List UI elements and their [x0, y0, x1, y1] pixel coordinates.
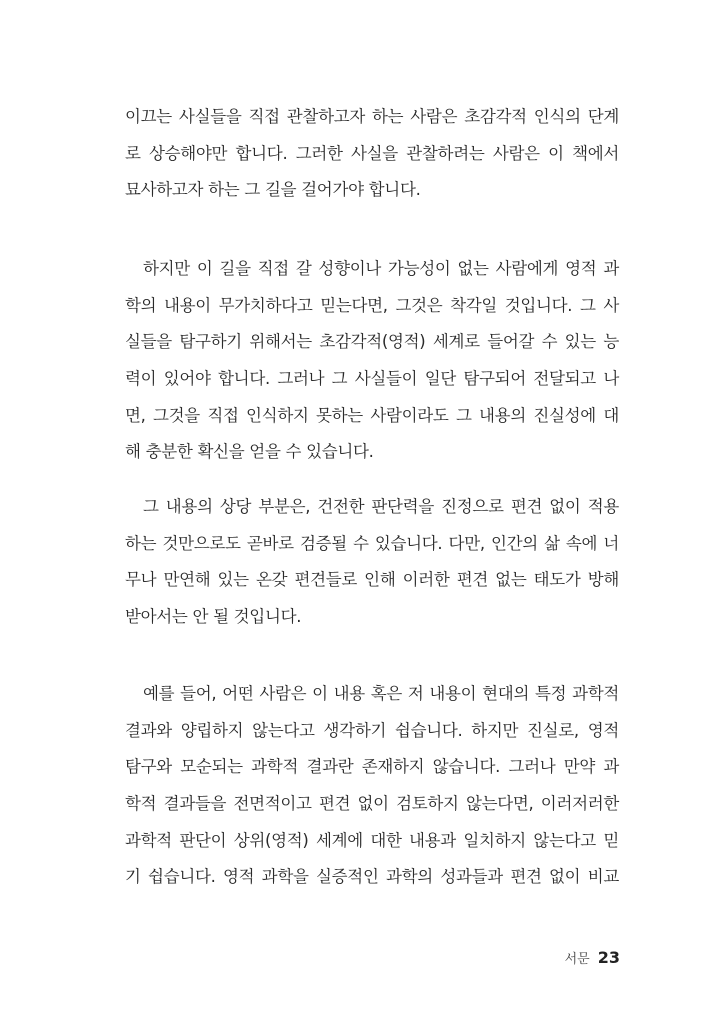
text-line: 그 내용의 상당 부분은, 건전한 판단력을 진정으로 편견 없이 적용	[143, 497, 619, 516]
text-line: 실들을 탐구하기 위해서는 초감각적(영적) 세계로 들어갈 수 있는 능	[125, 332, 619, 352]
text-line: 과학적 판단이 상위(영적) 세계에 대한 내용과 일치하지 않는다고 믿	[125, 830, 619, 850]
text-line: 면, 그것을 직접 인식하지 못하는 사람이라도 그 내용의 진실성에 대	[125, 405, 619, 425]
page-footer	[565, 948, 620, 967]
text-line: 탐구와 모순되는 과학적 결과란 존재하지 않습니다. 그러나 만약 과	[125, 757, 619, 777]
section-title: 서문	[564, 952, 590, 967]
text-line: 학적 결과들을 전면적이고 편견 없이 검토하지 않는다면, 이러저러한	[125, 794, 619, 814]
paragraph-3	[125, 489, 619, 636]
text-line: 력이 있어야 합니다. 그러나 그 사실들이 일단 탐구되어 전달되고 나	[125, 369, 619, 389]
text-line: 예를 들어, 어떤 사람은 이 내용 혹은 저 내용이 현대의 특정 과학적	[143, 684, 619, 703]
paragraph-1	[125, 99, 619, 209]
text-line: 하는 것만으로도 곧바로 검증될 수 있습니다. 다만, 인간의 삶 속에 너	[125, 533, 619, 553]
paragraph-2	[125, 251, 619, 471]
text-line: 결과와 양립하지 않는다고 생각하기 쉽습니다. 하지만 진실로, 영적	[125, 720, 619, 740]
text-line: 학의 내용이 무가치하다고 믿는다면, 그것은 착각일 것입니다. 그 사	[125, 295, 619, 315]
text-line: 받아서는 안 될 것입니다.	[125, 607, 302, 627]
paragraph-4	[125, 676, 619, 896]
text-line: 하지만 이 길을 직접 갈 성향이나 가능성이 없는 사람에게 영적 과	[143, 259, 619, 278]
text-line: 로 상승해야만 합니다. 그러한 사실을 관찰하려는 사람은 이 책에서	[125, 143, 619, 163]
page-number: 23	[597, 948, 620, 967]
text-line: 이끄는 사실들을 직접 관찰하고자 하는 사람은 초감각적 인식의 단계	[125, 107, 619, 126]
text-line: 기 쉽습니다. 영적 과학을 실증적인 과학의 성과들과 편견 없이 비교	[125, 867, 619, 887]
text-line: 묘사하고자 하는 그 길을 걸어가야 합니다.	[125, 180, 421, 200]
text-line: 무나 만연해 있는 온갖 편견들로 인해 이러한 편견 없는 태도가 방해	[125, 570, 619, 590]
text-line: 해 충분한 확신을 얻을 수 있습니다.	[125, 442, 374, 462]
